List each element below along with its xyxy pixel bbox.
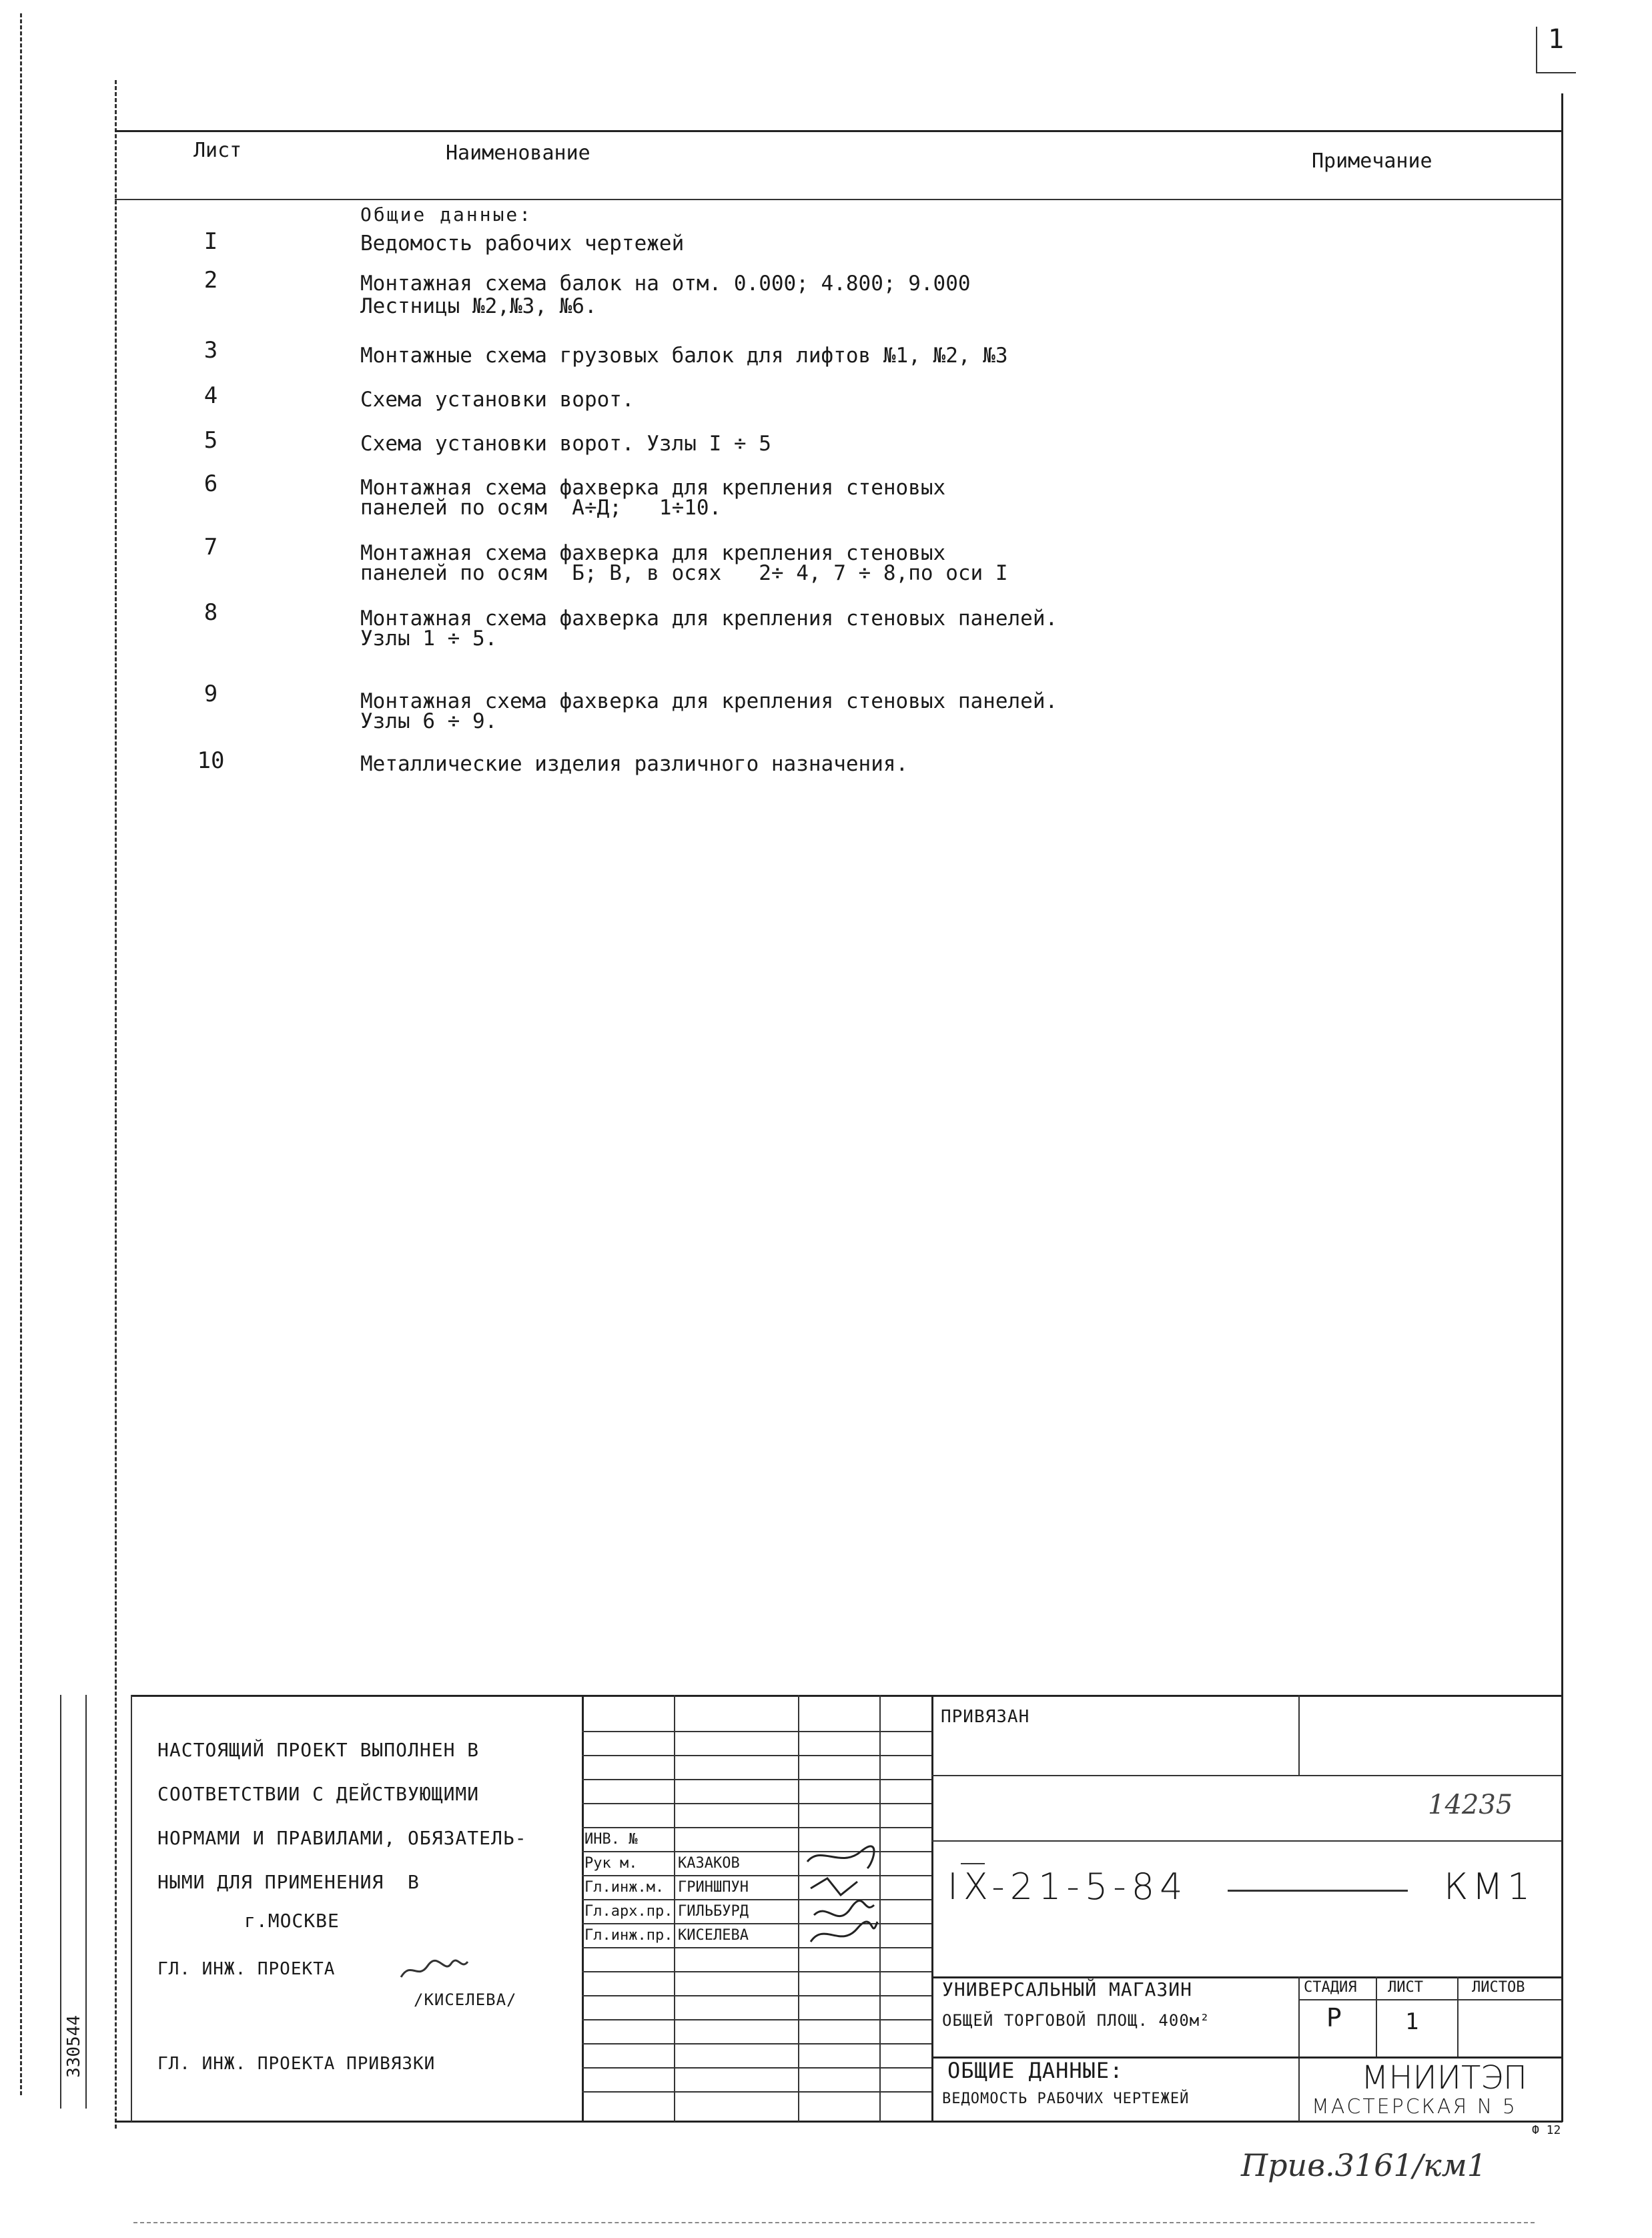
grid-row	[582, 1995, 931, 1996]
roman-overline	[961, 1863, 985, 1864]
grid-row	[582, 2043, 931, 2044]
stamp-left-line	[131, 1695, 132, 2122]
code-top-line	[931, 1840, 1561, 1842]
grid-row	[582, 1803, 931, 1804]
staff-name: ГРИНШПУН	[678, 1879, 749, 1896]
grid-row	[582, 1827, 931, 1828]
grid-row	[582, 1971, 931, 1972]
sheet-divider	[1376, 1976, 1377, 2057]
grid-row	[582, 2019, 931, 2020]
row-number: 9	[203, 681, 218, 707]
col-sheet-header: Лист	[193, 139, 242, 162]
row-text-line: Схема установки ворот.	[360, 388, 635, 412]
chief-engineer-binding-label: ГЛ. ИНЖ. ПРОЕКТА ПРИВЯЗКИ	[157, 2054, 436, 2074]
row-text-line: Монтажная схема фахверка для крепления стеновых панелей.	[360, 689, 1058, 713]
staff-role: Гл.арх.пр.	[584, 1903, 673, 1920]
row-number: 4	[203, 382, 218, 409]
org-unit: МАСТЕРСКАЯ N 5	[1312, 2095, 1517, 2119]
staff-role: Гл.инж.м.	[584, 1879, 665, 1896]
row-number: 2	[203, 267, 218, 294]
doc-line-2: ВЕДОМОСТЬ РАБОЧИХ ЧЕРТЕЖЕЙ	[942, 2091, 1190, 2107]
bound-label: ПРИВЯЗАН	[941, 1707, 1030, 1727]
row-number: 8	[203, 599, 218, 626]
header-bottom-line	[115, 199, 1563, 200]
stage-divider	[1298, 1976, 1300, 2122]
row-text-line: панелей по осям А÷Д; 1÷10.	[360, 496, 722, 520]
staff-role: Гл.инж.пр.	[584, 1927, 673, 1944]
org-name: МНИИТЭП	[1361, 2059, 1527, 2097]
sheet-value: 1	[1405, 2008, 1419, 2035]
stamp-note-line: СООТВЕТСТВИИ С ДЕЙСТВУЮЩИМИ	[157, 1783, 480, 1805]
stage-label: СТАДИЯ	[1304, 1979, 1357, 1996]
row-text-line: Монтажная схема фахверка для крепления стеновых панелей.	[360, 607, 1058, 631]
grid-row	[582, 1755, 931, 1756]
stage-header-line	[1298, 1999, 1561, 2000]
row-number: 3	[203, 337, 218, 364]
row-text-line: Узлы 1 ÷ 5.	[360, 627, 498, 651]
row-text-line: Металлические изделия различного назначения.	[360, 752, 909, 776]
chief-engineer-label: ГЛ. ИНЖ. ПРОЕКТА	[157, 1959, 336, 1979]
object-line-2: ОБЩЕЙ ТОРГОВОЙ ПЛОЩ. 400м²	[942, 2011, 1210, 2030]
col-name-header: Наименование	[446, 141, 590, 165]
staff-signatures	[801, 1842, 881, 1955]
stamp-divider-1	[582, 1695, 584, 2122]
bottom-handwritten-note: Прив.3161/км1	[1241, 2147, 1487, 2183]
frame-left-edge	[115, 80, 117, 2129]
row-text-line: Лестницы №2,№3, №6.	[360, 294, 597, 318]
inv-label: ИНВ. №	[584, 1831, 638, 1848]
grid-row	[582, 2067, 931, 2069]
bound-number: 14235	[1428, 1790, 1513, 1820]
sheets-divider	[1457, 1976, 1459, 2057]
row-number: 7	[203, 534, 218, 561]
row-number: I	[203, 228, 218, 255]
sheet-corner-number: 1	[1548, 24, 1565, 55]
side-number: 330544	[64, 2015, 84, 2078]
stamp-city: г.МОСКВЕ	[244, 1910, 340, 1932]
row-number: 5	[203, 427, 218, 454]
mark-code: КМ1	[1444, 1866, 1535, 1908]
col-note-header: Примечание	[1312, 149, 1432, 173]
row-text-line: Монтажная схема балок на отм. 0.000; 4.800; 9.000	[360, 272, 971, 296]
corner-line	[1536, 72, 1576, 73]
bottom-cut-line	[133, 2222, 1535, 2223]
object-line-1: УНИВЕРСАЛЬНЫЙ МАГАЗИН	[942, 1978, 1193, 2000]
chief-engineer-name: /КИСЕЛЕВА/	[414, 1990, 517, 2009]
stamp-note-line: НАСТОЯЩИЙ ПРОЕКТ ВЫПОЛНЕН В	[157, 1739, 480, 1761]
row-text-line: Схема установки ворот. Узлы I ÷ 5	[360, 432, 771, 456]
row-text-line: Монтажная схема фахверка для крепления стеновых	[360, 541, 946, 565]
frame-bottom-edge	[115, 2121, 1563, 2123]
staff-name: ГИЛЬБУРД	[678, 1903, 749, 1920]
frame-right-edge	[1561, 93, 1563, 2122]
bound-divider	[1298, 1695, 1300, 1775]
project-code: IX-21-5-84	[947, 1866, 1188, 1908]
grid-col	[798, 1695, 799, 2122]
header-top-line	[115, 130, 1563, 132]
staff-role: Рук м.	[584, 1855, 638, 1872]
staff-name: КАЗАКОВ	[678, 1855, 740, 1872]
row-text-line: Узлы 6 ÷ 9.	[360, 709, 498, 733]
grid-row	[582, 1779, 931, 1780]
side-strip-left	[60, 1695, 61, 2109]
sheets-label: ЛИСТОВ	[1472, 1979, 1525, 1996]
staff-name: КИСЕЛЕВА	[678, 1927, 749, 1944]
grid-row	[582, 1731, 931, 1732]
row-number: 6	[203, 470, 218, 497]
side-strip-right	[85, 1695, 87, 2109]
stage-value: Р	[1326, 2003, 1342, 2032]
left-cut-line	[20, 13, 22, 2095]
grid-col	[674, 1695, 675, 2122]
bound-line	[931, 1775, 1561, 1776]
row-text-line: панелей по осям Б; В, в осях 2÷ 4, 7 ÷ 8,по оси I	[360, 561, 1008, 585]
row-number: 10	[197, 747, 225, 774]
row-text-line: Монтажные схема грузовых балок для лифтов №1, №2, №3	[360, 344, 1008, 368]
row-text-line: Ведомость рабочих чертежей	[360, 232, 685, 256]
doc-line-1: ОБЩИЕ ДАННЫЕ:	[947, 2058, 1124, 2083]
row-text-line: Монтажная схема фахверка для крепления стеновых	[360, 476, 946, 500]
code-dash	[1228, 1890, 1408, 1892]
stamp-top-line	[131, 1695, 1561, 1697]
form-code: Ф 12	[1532, 2123, 1561, 2137]
stamp-note-line: НЫМИ ДЛЯ ПРИМЕНЕНИЯ В	[157, 1871, 420, 1893]
grid-row	[582, 2091, 931, 2093]
sheet-label: ЛИСТ	[1388, 1979, 1423, 1996]
section-title: Общие данные:	[360, 204, 533, 226]
corner-divider	[1536, 27, 1537, 73]
stamp-note-line: НОРМАМИ И ПРАВИЛАМИ, ОБЯЗАТЕЛЬ-	[157, 1827, 527, 1849]
